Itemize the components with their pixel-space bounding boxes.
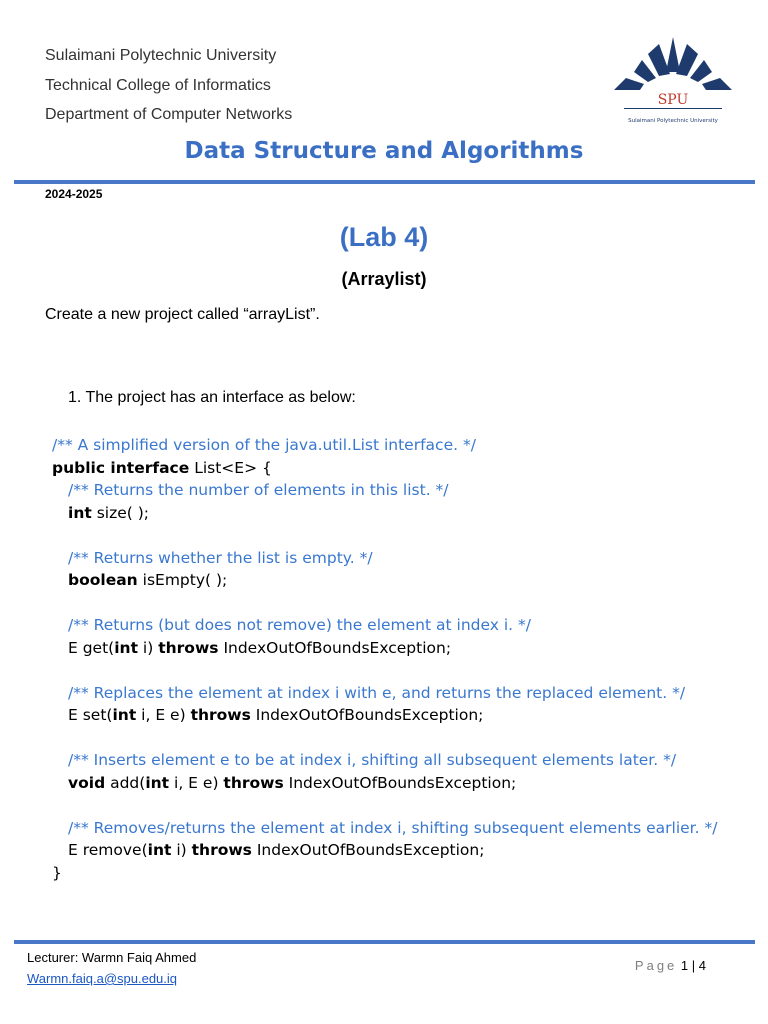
page-number: Page 1 | 4 [634, 958, 706, 973]
code-close-brace: } [52, 863, 62, 882]
course-title: Data Structure and Algorithms [184, 138, 584, 164]
header-rule [14, 180, 755, 184]
code-line: boolean isEmpty( ); [68, 571, 228, 589]
code-line: void add(int i, E e) throws IndexOutOfBoundsException; [68, 773, 517, 792]
department-name: Department of Computer Networks [45, 106, 293, 123]
university-name: Sulaimani Polytechnic University [45, 47, 277, 64]
code-line: E remove(int i) throws IndexOutOfBoundsException; [68, 841, 485, 859]
lecturer-email-link[interactable]: Warmn.faiq.a@spu.edu.iq [27, 971, 178, 986]
code-comment: /** A simplified version of the java.util.List interface. */ [52, 436, 476, 454]
spu-logo [604, 32, 742, 132]
code-comment: /** Removes/returns the element at index i, shifting subsequent elements earlier. */ [68, 818, 718, 837]
header-info [45, 46, 292, 135]
intro-text: Create a new project called “arrayList”. [45, 306, 320, 323]
code-blank [52, 524, 717, 547]
step-1: 1. The project has an interface as below: [68, 389, 356, 406]
code-line: E set(int i, E e) throws IndexOutOfBoundsException; [68, 706, 484, 724]
lab-subtitle: (Arraylist) [341, 269, 427, 289]
college-name: Technical College of Informatics [45, 76, 271, 94]
code-comment: /** Returns the number of elements in this list. */ [68, 481, 449, 499]
lecturer-name: Lecturer: Warmn Faiq Ahmed [27, 950, 197, 965]
code-blank [52, 794, 717, 817]
code-line: int size( ); [68, 503, 149, 522]
code-blank [52, 592, 717, 615]
code-blank [52, 727, 717, 750]
code-blank [52, 659, 717, 682]
code-line: E get(int i) throws IndexOutOfBoundsException; [68, 638, 452, 657]
code-comment: /** Returns whether the list is empty. */ [68, 548, 373, 567]
footer-rule [14, 940, 755, 944]
code-comment: /** Replaces the element at index i with e, and returns the replaced element. */ [68, 683, 686, 702]
code-comment: /** Returns (but does not remove) the element at index i. */ [68, 616, 531, 634]
code-comment: /** Inserts element e to be at index i, shifting all subsequent elements later. */ [68, 751, 677, 769]
svg-text:Sulaimani Polytechnic Universi: Sulaimani Polytechnic University [628, 118, 718, 124]
code-listing [52, 434, 717, 884]
code-line: public interface List<E> { [52, 458, 272, 477]
svg-text:SPU: SPU [657, 92, 689, 108]
lab-title: (Lab 4) [339, 222, 429, 252]
academic-year: 2024-2025 [45, 187, 103, 201]
